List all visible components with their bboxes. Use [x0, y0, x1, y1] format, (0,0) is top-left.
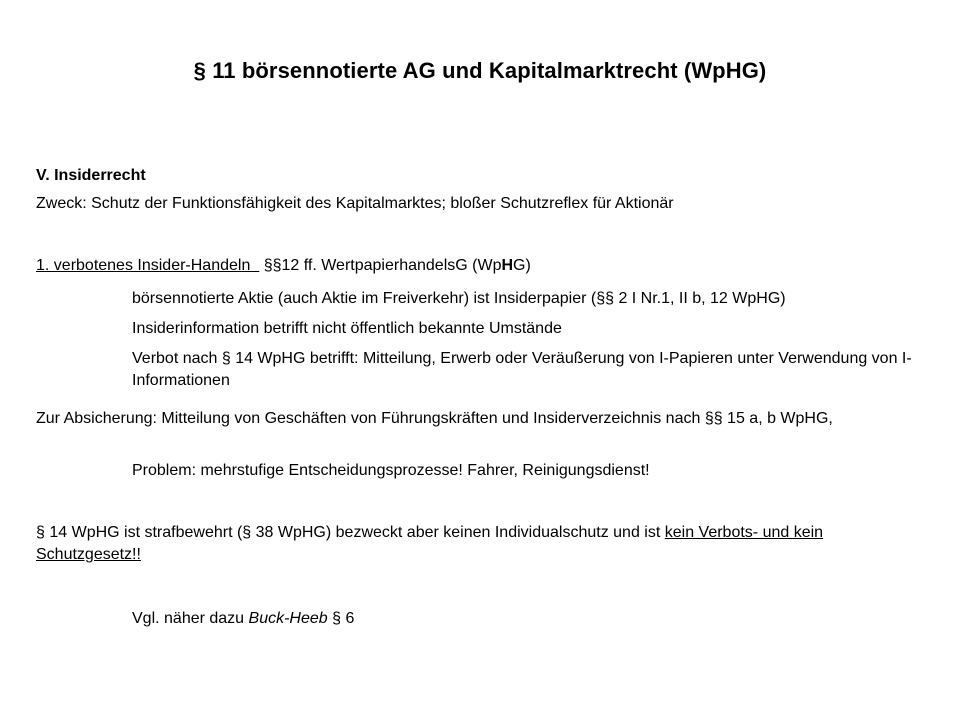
- not-protective-law-note: kein Verbots- und kein Schutzgesetz!!: [36, 524, 824, 563]
- section-heading: V. Insiderrecht: [36, 167, 146, 184]
- bullet-insider-paper: börsennotierte Aktie (auch Aktie im Freiverkehr) ist Insiderpapier (§§ 2 I Nr.1, II b, 12 WpHG): [132, 290, 786, 307]
- bullet-prohibition: Verbot nach § 14 WpHG betrifft: Mitteilung, Erwerb oder Veräußerung von I-Papieren unter Verwendung von I-Informationen: [132, 350, 912, 389]
- purpose-line: Zweck: Schutz der Funktionsfähigkeit des Kapitalmarktes; bloßer Schutzreflex für Aktionär: [36, 195, 674, 212]
- item-1-label: 1. verbotenes Insider-Handeln: [36, 257, 251, 274]
- author-name: Buck-Heeb: [248, 610, 328, 627]
- safeguard-paragraph: Zur Absicherung: Mitteilung von Geschäften von Führungskräften und Insiderverzeichnis nach §§ 15 a, b WpHG,: [36, 410, 833, 427]
- bullet-insider-information: Insiderinformation betrifft nicht öffentlich bekannte Umstände: [132, 320, 562, 337]
- slide-title: § 11 börsennotierte AG und Kapitalmarktrecht (WpHG): [193, 58, 767, 83]
- literature-reference: Vgl. näher dazu Buck-Heeb § 6: [132, 610, 355, 627]
- item-1-reference: §§12 ff. WertpapierhandelsG (WpHG): [263, 257, 531, 274]
- item-1-line: [36, 255, 531, 277]
- penalty-paragraph: § 14 WpHG ist strafbewehrt (§ 38 WpHG) bezweckt aber keinen Individualschutz und ist kein Verbots- und kein Schutzgesetz!!: [36, 524, 824, 563]
- problem-line: Problem: mehrstufige Entscheidungsprozesse! Fahrer, Reinigungsdienst!: [132, 462, 650, 479]
